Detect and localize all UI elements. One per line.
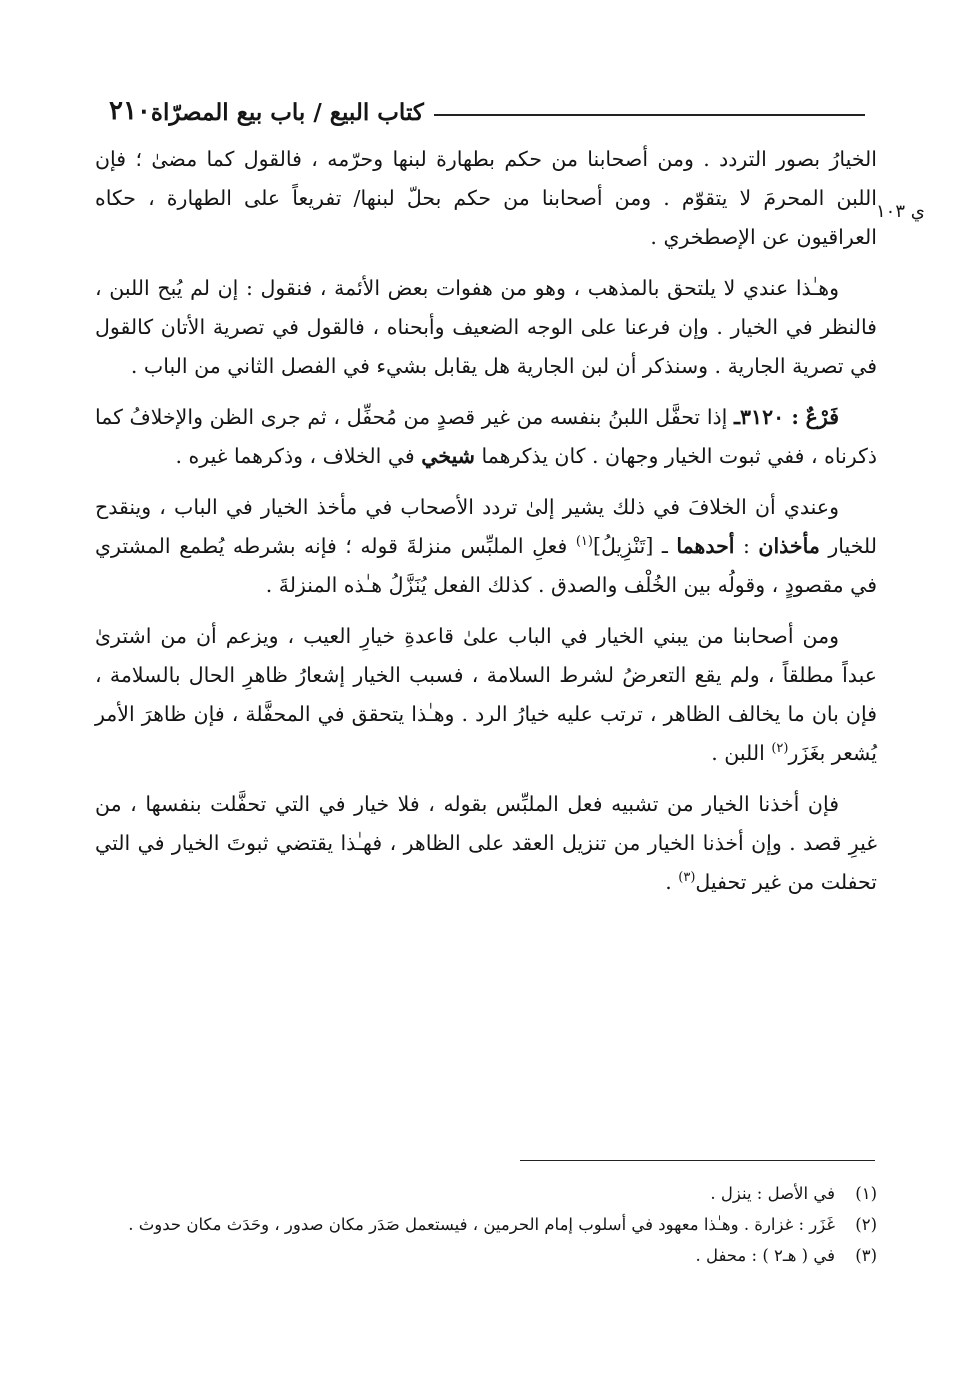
paragraph-4-c: ـ [تَنْزِيلُ] bbox=[592, 534, 668, 558]
footnote-ref-1: (١) bbox=[575, 534, 593, 550]
footnote-text: غَزَر : غزارة . وهـٰذا معهود في أسلوب إمام الحرمين ، فيستعمل صَدَر مكان صدور ، وحَدَث مكان حدوث . bbox=[128, 1215, 835, 1234]
paragraph-5-b: اللبن . bbox=[711, 741, 765, 765]
footnote-3 bbox=[95, 1240, 877, 1271]
paragraph-2: وهـٰذا عندي لا يلتحق بالمذهب ، وهو من هفوات بعض الأئمة ، فنقول : إن لم يُبح اللبن ، فالنظر في الخيار . وإن فرعنا على الوجه الضعيف وأبحناه ، فالقول في تصرية الأتان كالقول في تصرية الجارية . وسنذكر أن لبن الجارية هل يقابل بشيء في الفصل الثاني من الباب . bbox=[95, 276, 877, 378]
footnote-number: (٢) bbox=[855, 1215, 877, 1234]
paragraph-6-b: . bbox=[665, 870, 672, 894]
footnote-separator bbox=[520, 1160, 875, 1161]
footnote-text: في الأصل : ينزل . bbox=[710, 1184, 835, 1203]
footnote-number: (٣) bbox=[855, 1246, 877, 1265]
paragraph-3-text: إذا تحفَّل اللبنُ بنفسه من غير قصدٍ من مُحفِّل ، ثم جرى الظن والإخلافُ كما ذكرناه ، ففي ثبوت الخيار وجهان . كان يذكرهما bbox=[95, 405, 877, 468]
paragraph-4 bbox=[95, 488, 877, 605]
footnote-1 bbox=[95, 1178, 877, 1209]
paragraph-4-d: فعلِ الملبِّس منزلةَ قوله ؛ فإنه بشرطه يُطمع المشتري في مقصودٍ ، وقولُه بين الخُلْف والصدق . كذلك الفعل يُنَزَّلُ هـٰذه المنزلةَ . bbox=[95, 534, 877, 597]
paragraph-4-a: وعندي أن الخلافَ في ذلك يشير إلىٰ تردد الأصحاب في مأخذ الخيار في الباب ، وينقدح للخيار bbox=[95, 495, 877, 558]
main-text bbox=[95, 140, 877, 914]
paragraph-4-b: : bbox=[742, 534, 750, 558]
margin-manuscript-ref: ي ١٠٣ bbox=[876, 201, 925, 222]
footnote-2 bbox=[95, 1209, 877, 1240]
paragraph-5 bbox=[95, 617, 877, 773]
paragraph-3 bbox=[95, 398, 877, 476]
paragraph-3-end: في الخلاف ، وذكرهما غيره . bbox=[175, 444, 415, 468]
running-header bbox=[95, 86, 875, 124]
page-number: ٢١٠ bbox=[109, 96, 151, 126]
chapter-title: كتاب البيع / باب بيع المصرّاة bbox=[150, 99, 424, 126]
paragraph-5-a: ومن أصحابنا من يبني الخيار في الباب علىٰ قاعدةِ خيارِ العيب ، ويزعم أن من اشترىٰ عبداً مطلقاً ، ولم يقع التعرضُ لشرط السلامة ، فسبب الخيار إشعارُ ظاهرِ الحال بالسلامة ، فإن بان ما يخالف الظاهر ، ترتب عليه خيارُ الرد . وهـٰذا يتحقق في المحفَّلة ، فإن ظاهرَ الأمر يُشعر بغَزَر bbox=[95, 624, 877, 765]
header-rule bbox=[434, 114, 865, 116]
footnote-number: (١) bbox=[855, 1184, 877, 1203]
ahaduhuma-term: أحدهما bbox=[676, 534, 735, 558]
paragraph-6 bbox=[95, 785, 877, 902]
footnote-text: في ( هـ٢ ) : محفل . bbox=[695, 1246, 835, 1265]
paragraph-6-a: فإن أخذنا الخيار من تشبيه فعل الملبِّس بقوله ، فلا خيار في التي تحفَّلت بنفسها ، من غيرِ قصد . وإن أخذنا الخيار من تنزيل العقد على الظاهر ، فهـٰذا يقتضي ثبوتَ الخيار في التي تحفلت من غير تحفيل bbox=[95, 792, 877, 894]
footnotes bbox=[95, 1178, 877, 1271]
far-heading: فَرْعٌ bbox=[805, 405, 839, 429]
issue-number: : ٣١٢٠ـ bbox=[734, 405, 799, 429]
makhadhan-term: مأخذان bbox=[758, 534, 820, 558]
paragraph-1: الخيارُ بصور التردد . ومن أصحابنا من حكم بطهارة لبنها وحرّمه ، فالقول كما مضىٰ ؛ فإن اللبن المحرمَ لا يتقوّم . ومن أصحابنا من حكم بحلّ لبنها/ تفريعاً على الطهارة ، حكاه العراقيون عن الإصطخري . bbox=[95, 147, 877, 249]
footnote-ref-2: (٢) bbox=[771, 741, 789, 757]
shaykhi-term: شيخي bbox=[421, 444, 475, 468]
footnote-ref-3: (٣) bbox=[678, 870, 696, 886]
